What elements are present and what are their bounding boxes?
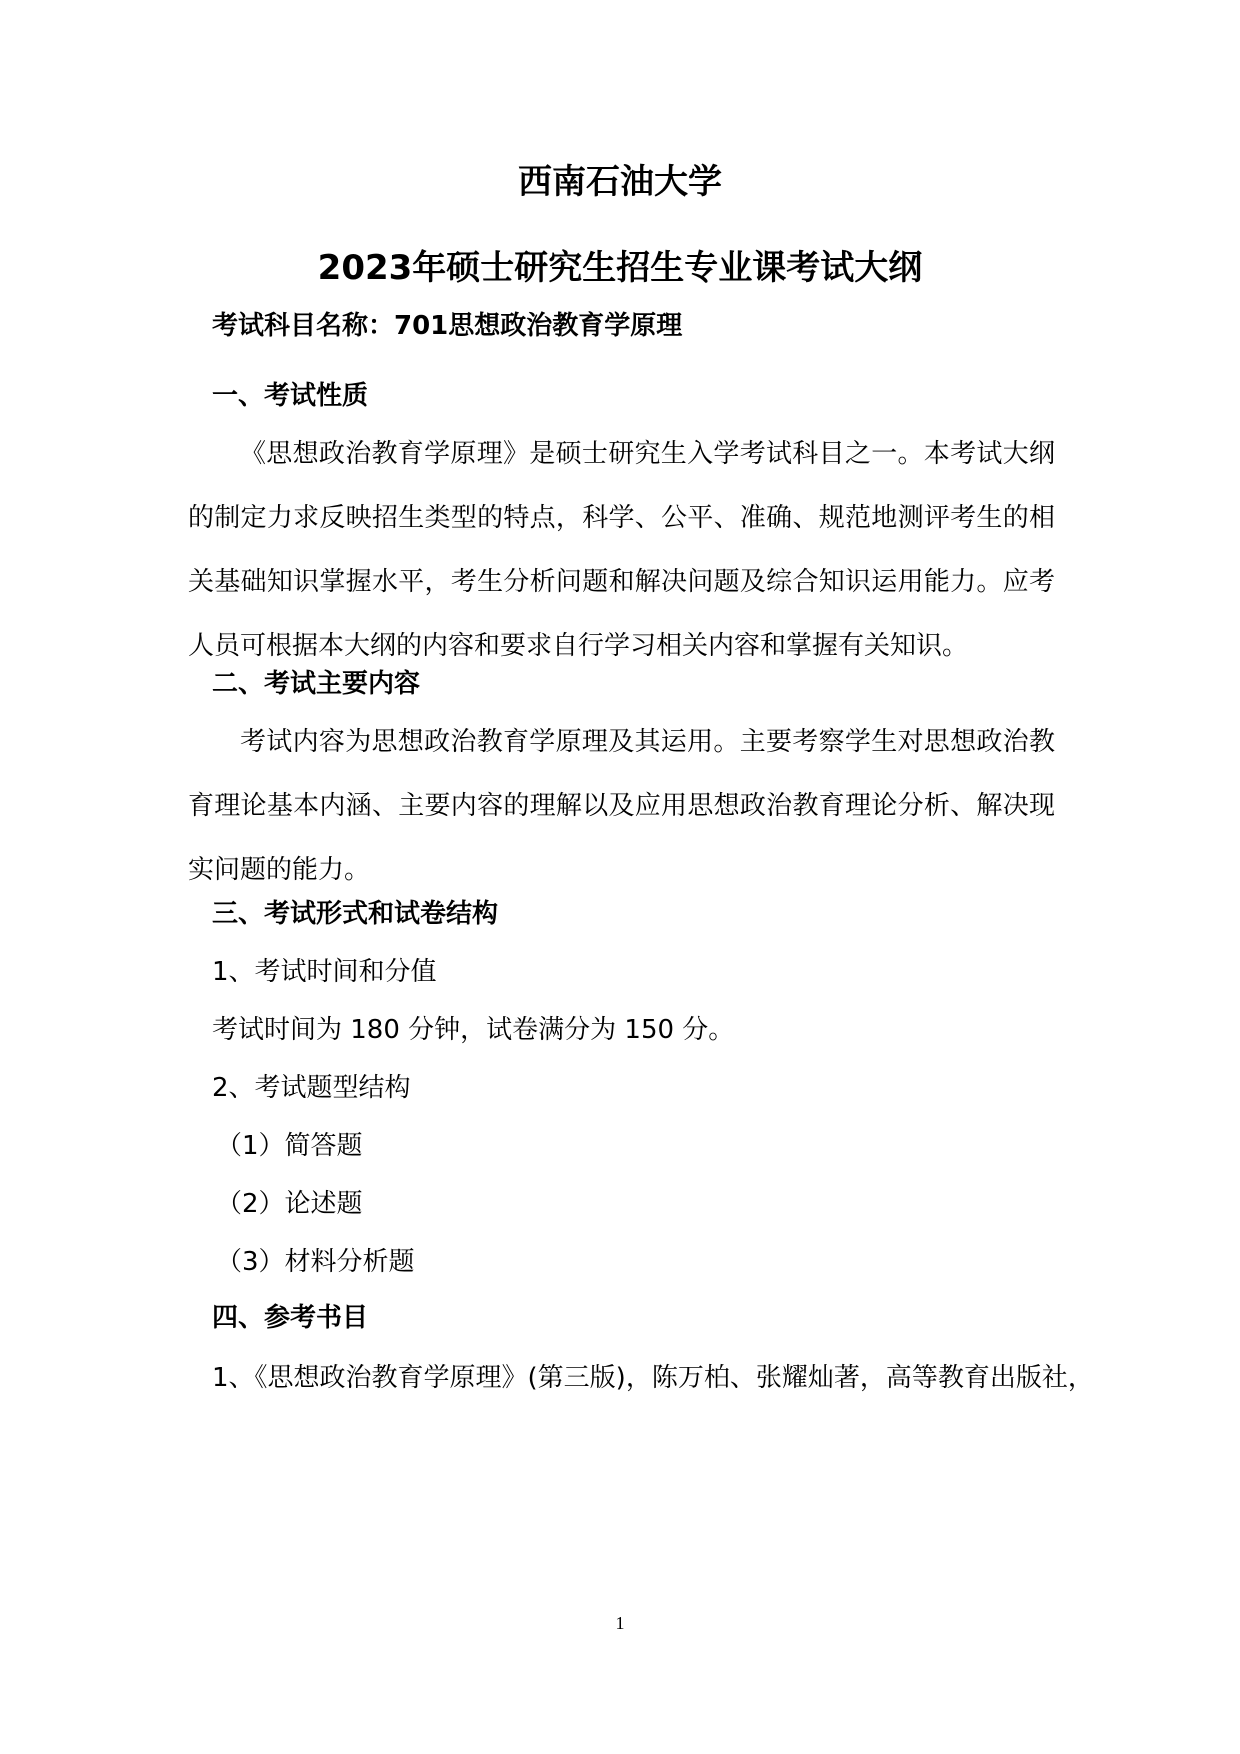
subject-line: 考试科目名称：701思想政治教育学原理 bbox=[212, 311, 683, 341]
document-title: 2023年硕士研究生招生专业课考试大纲 bbox=[317, 248, 923, 288]
reference-item: 1、《思想政治教育学原理》(第三版)，陈万柏、张耀灿著，高等教育出版社， bbox=[212, 1363, 1094, 1393]
list-item-material-analysis: （3）材料分析题 bbox=[216, 1247, 415, 1277]
list-item-question-types-heading: 2、考试题型结构 bbox=[212, 1073, 411, 1103]
list-item-essay: （2）论述题 bbox=[216, 1189, 363, 1219]
section-heading-format: 三、考试形式和试卷结构 bbox=[212, 899, 499, 929]
section-heading-nature: 一、考试性质 bbox=[212, 381, 369, 411]
page-number: 1 bbox=[615, 1613, 625, 1633]
list-item-short-answer: （1）简答题 bbox=[216, 1131, 363, 1161]
section-paragraph-nature: 《思想政治教育学原理》是硕士研究生入学考试科目之一。本考试大纲的制定力求反映招生类型的特点，科学、公平、准确、规范地测评考生的相关基础知识掌握水平，考生分析问题和解决问题及综合知识运用能力。应考人员可根据本大纲的内容和要求自行学习相关内容和掌握有关知识。 bbox=[188, 439, 1055, 661]
list-item-time-score-detail: 考试时间为 180 分钟，试卷满分为 150 分。 bbox=[212, 1015, 735, 1045]
university-name: 西南石油大学 bbox=[518, 162, 722, 202]
section-paragraph-content: 考试内容为思想政治教育学原理及其运用。主要考察学生对思想政治教育理论基本内涵、主要内容的理解以及应用思想政治教育理论分析、解决现实问题的能力。 bbox=[188, 727, 1055, 885]
section-heading-references: 四、参考书目 bbox=[212, 1303, 369, 1333]
section-heading-content: 二、考试主要内容 bbox=[212, 669, 421, 699]
list-item-time-score-heading: 1、考试时间和分值 bbox=[212, 957, 437, 987]
